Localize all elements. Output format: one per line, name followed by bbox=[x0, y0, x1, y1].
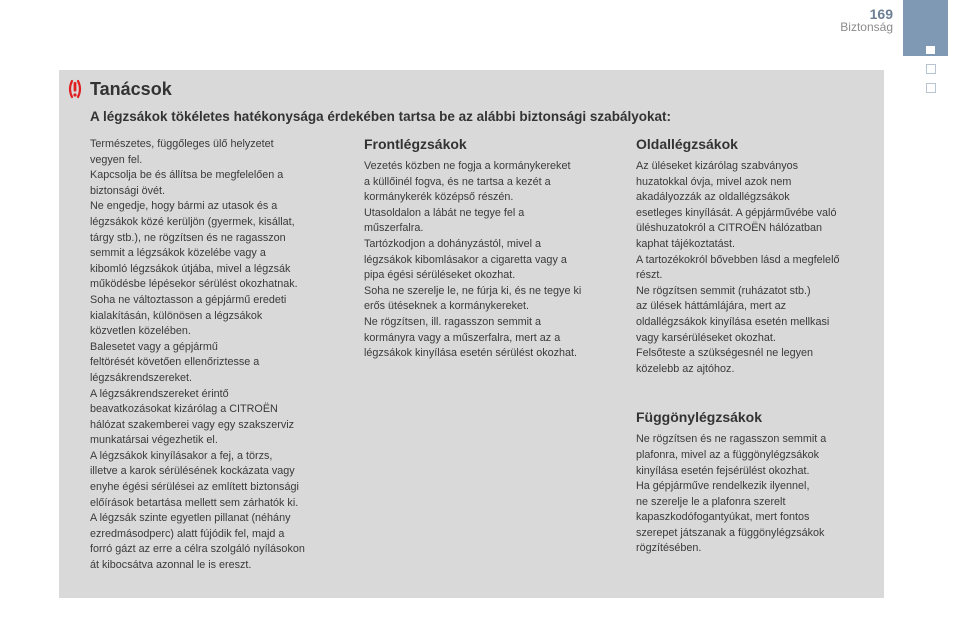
side-airbags-text: Az üléseket kizárólag szabványos huzatokkal óvja, mivel azok nem akadályozzák az oldallégzsákok esetleges kinyílását. A gépjárművébe való üléshuzatokról a CITROËN hálózatban kaphat tájékoztatást. A tartozékokról bővebben lásd a megfelelő részt. Ne rögzítsen semmit (ruházatot stb.) az ülések háttámlájára, mert az oldallégzsákok kinyílása esetén mellkasi vagy karsérüléseket okozhat. Felsőteste a szükségesnél ne legyen közelebb az ajtóhoz. bbox=[636, 160, 840, 375]
front-airbags-text: Vezetés közben ne fogja a kormánykereket a küllőinél fogva, és ne tartsa a kezét a kormánykerék középső részén. Utasoldalon a lábát ne tegye fel a műszerfalra. Tartózkodjon a dohányzástól, mivel a légzsákok kibomlásakor a cigaretta vagy a pipa égési sérüléseket okozhat. Soha ne szerelje le, ne fúrja ki, és ne tegye ki erős ütéseknek a kormánykereket. Ne rögzítsen, ill. ragasszon semmit a kormányra vagy a műszerfalra, mert az a légzsákok kinyílása esetén sérülést okozhat. bbox=[364, 160, 582, 360]
curtain-airbags-heading: Függönylégzsákok bbox=[636, 409, 763, 426]
section-name: Biztonság bbox=[840, 20, 893, 34]
chapter-tab-empty-1 bbox=[926, 64, 936, 74]
side-curtain-column bbox=[636, 136, 876, 557]
chapter-tab-active bbox=[903, 0, 948, 56]
tab-marker-icon bbox=[926, 46, 935, 54]
panel-subtitle: A légzsákok tökéletes hatékonysága érdekében tartsa be az alábbi biztonsági szabályokat: bbox=[90, 109, 671, 124]
front-airbags-column bbox=[364, 136, 626, 362]
side-airbags-heading: Oldallégzsákok bbox=[636, 136, 738, 152]
advice-panel bbox=[59, 70, 884, 598]
general-advice-column bbox=[90, 136, 352, 574]
front-airbags-heading: Frontlégzsákok bbox=[364, 136, 467, 152]
panel-title: Tanácsok bbox=[90, 79, 172, 99]
exclamation-warning-icon bbox=[65, 79, 85, 99]
curtain-airbags-text: Ne rögzítsen és ne ragasszon semmit a plafonra, mivel az a függönylégzsákok kinyílása esetén fejsérülést okozhat. Ha gépjárműve rendelkezik ilyennel, ne szerelje le a plafonra szerelt kapaszkodófogantyúkat, mert fontos szerepet játszanak a függönylégzsákok rögzítésében. bbox=[636, 433, 827, 555]
general-advice-text: Természetes, függőleges ülő helyzetet vegyen fel. Kapcsolja be és állítsa be megfelelően a biztonsági övét. Ne engedje, hogy bármi az utasok és a légzsákok közé kerüljön (gyermek, kisállat, tárgy stb.), ne rögzítsen és ne ragasszon semmit a légzsákok közelébe vagy a kibomló légzsákok útjába, mivel a légzsák működésbe lépésekor sérülést okozhatnak. Soha ne változtasson a gépjármű eredeti kialakításán, különösen a légzsákok közvetlen közelében. Balesetet vagy a gépjármű feltörését követően ellenőriztesse a légzsákrendszereket. A légzsákrendszereket érintő beavatkozásokat kizárólag a CITROËN hálózat szakemberei vagy egy szakszerviz munkatársai végezhetik el. A légzsákok kinyílásakor a fej, a törzs, illetve a karok sérülésének kockázata vagy enyhe égési sérülései az említett biztonsági előírások betartása mellett sem zárhatók ki. A légzsák szinte egyetlen pillanat (néhány ezredmásodperc) alatt fújódik fel, majd a forró gázt az erre a célra szolgáló nyílásokon át kibocsátva azonnal le is ereszt. bbox=[90, 138, 305, 572]
chapter-tab-empty-2 bbox=[926, 83, 936, 93]
page-number: 169 bbox=[869, 6, 893, 22]
